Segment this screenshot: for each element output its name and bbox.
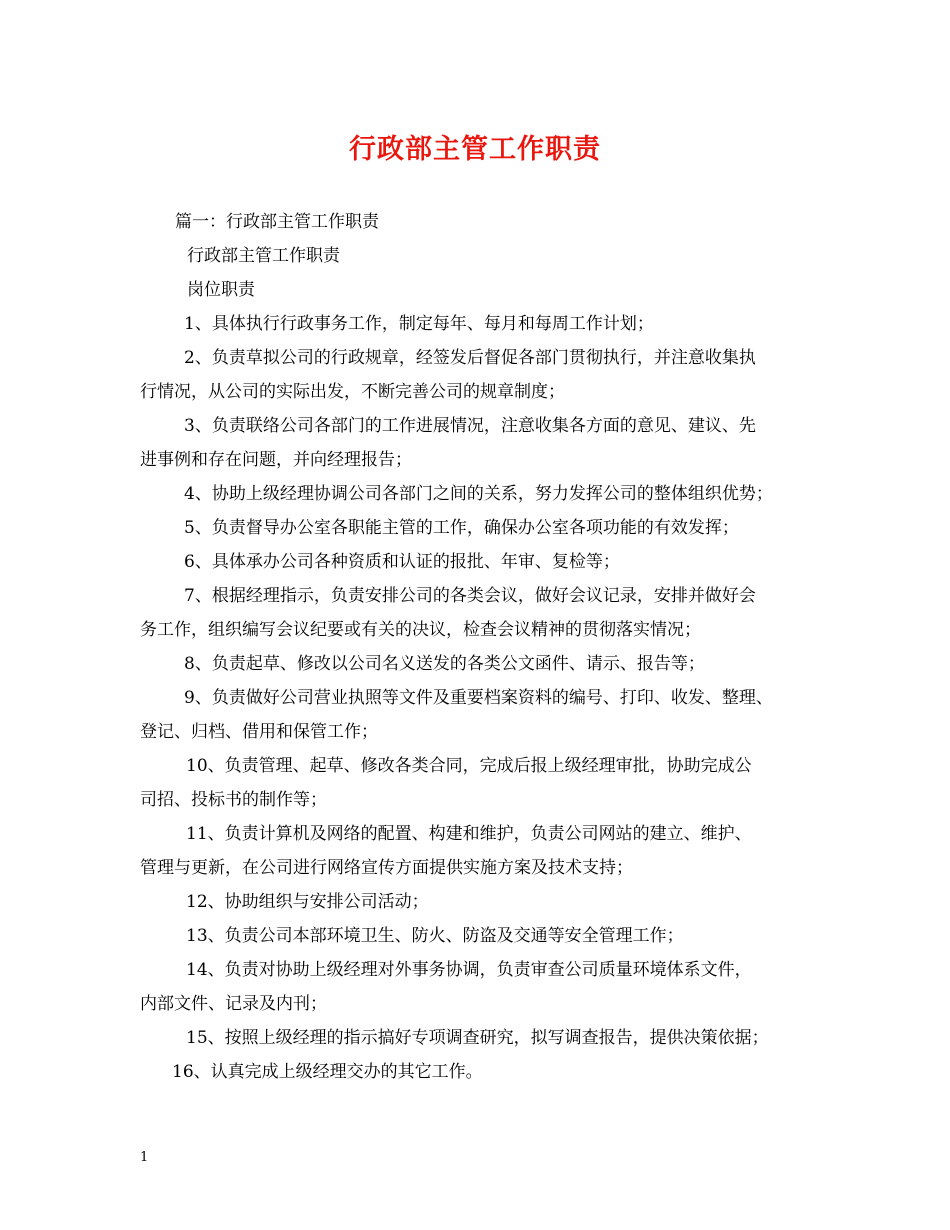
duty-item-11-continuation: 管理与更新，在公司进行网络宣传方面提供实施方案及技术支持； xyxy=(140,858,633,878)
duty-item-7: 7、根据经理指示，负责安排公司的各类会议，做好会议记录，安排并做好会 xyxy=(184,586,756,606)
duty-item-3-continuation: 进事例和存在问题，并向经理报告； xyxy=(140,450,412,470)
section-label: 岗位职责 xyxy=(187,280,255,300)
duty-item-1: 1、具体执行行政事务工作，制定每年、每月和每周工作计划； xyxy=(184,314,654,334)
duty-item-14-continuation: 内部文件、记录及内刊； xyxy=(140,994,327,1014)
duty-item-6: 6、具体承办公司各种资质和认证的报批、年审、复检等； xyxy=(184,552,620,572)
duty-item-13: 13、负责公司本部环境卫生、防火、防盗及交通等安全管理工作； xyxy=(186,926,684,946)
duty-item-15: 15、按照上级经理的指示搞好专项调查研究，拟写调查报告，提供决策依据； xyxy=(186,1028,769,1048)
duty-item-11: 11、负责计算机及网络的配置、构建和维护，负责公司网站的建立、维护、 xyxy=(186,824,752,844)
page-number: 1 xyxy=(140,1150,149,1165)
duty-item-5: 5、负责督导办公室各职能主管的工作，确保办公室各项功能的有效发挥； xyxy=(184,518,739,538)
duty-item-14: 14、负责对协助上级经理对外事务协调，负责审查公司质量环境体系文件， xyxy=(186,960,752,980)
duty-item-7-continuation: 务工作，组织编写会议纪要或有关的决议，检查会议精神的贯彻落实情况； xyxy=(140,620,701,640)
duty-item-12: 12、协助组织与安排公司活动； xyxy=(186,892,429,912)
duty-item-2: 2、负责草拟公司的行政规章，经签发后督促各部门贯彻执行，并注意收集执 xyxy=(184,348,756,368)
section-subtitle: 篇一：行政部主管工作职责 xyxy=(175,212,379,232)
duty-item-2-continuation: 行情况，从公司的实际出发，不断完善公司的规章制度； xyxy=(140,382,565,402)
duty-item-9: 9、负责做好公司营业执照等文件及重要档案资料的编号、打印、收发、整理、 xyxy=(184,688,773,708)
duty-item-9-continuation: 登记、归档、借用和保管工作； xyxy=(140,722,378,742)
document-body xyxy=(140,205,830,1089)
duty-item-10-continuation: 司招、投标书的制作等； xyxy=(140,790,327,810)
duty-item-8: 8、负责起草、修改以公司名义送发的各类公文函件、请示、报告等； xyxy=(184,654,705,674)
duty-item-4: 4、协助上级经理协调公司各部门之间的关系，努力发挥公司的整体组织优势； xyxy=(184,484,773,504)
duty-item-10: 10、负责管理、起草、修改各类合同，完成后报上级经理审批，协助完成公 xyxy=(186,756,752,776)
section-heading: 行政部主管工作职责 xyxy=(187,246,340,266)
document-title: 行政部主管工作职责 xyxy=(349,134,601,165)
duty-item-16: 16、认真完成上级经理交办的其它工作。 xyxy=(172,1062,483,1082)
duty-item-3: 3、负责联络公司各部门的工作进展情况，注意收集各方面的意见、建议、先 xyxy=(184,416,756,436)
